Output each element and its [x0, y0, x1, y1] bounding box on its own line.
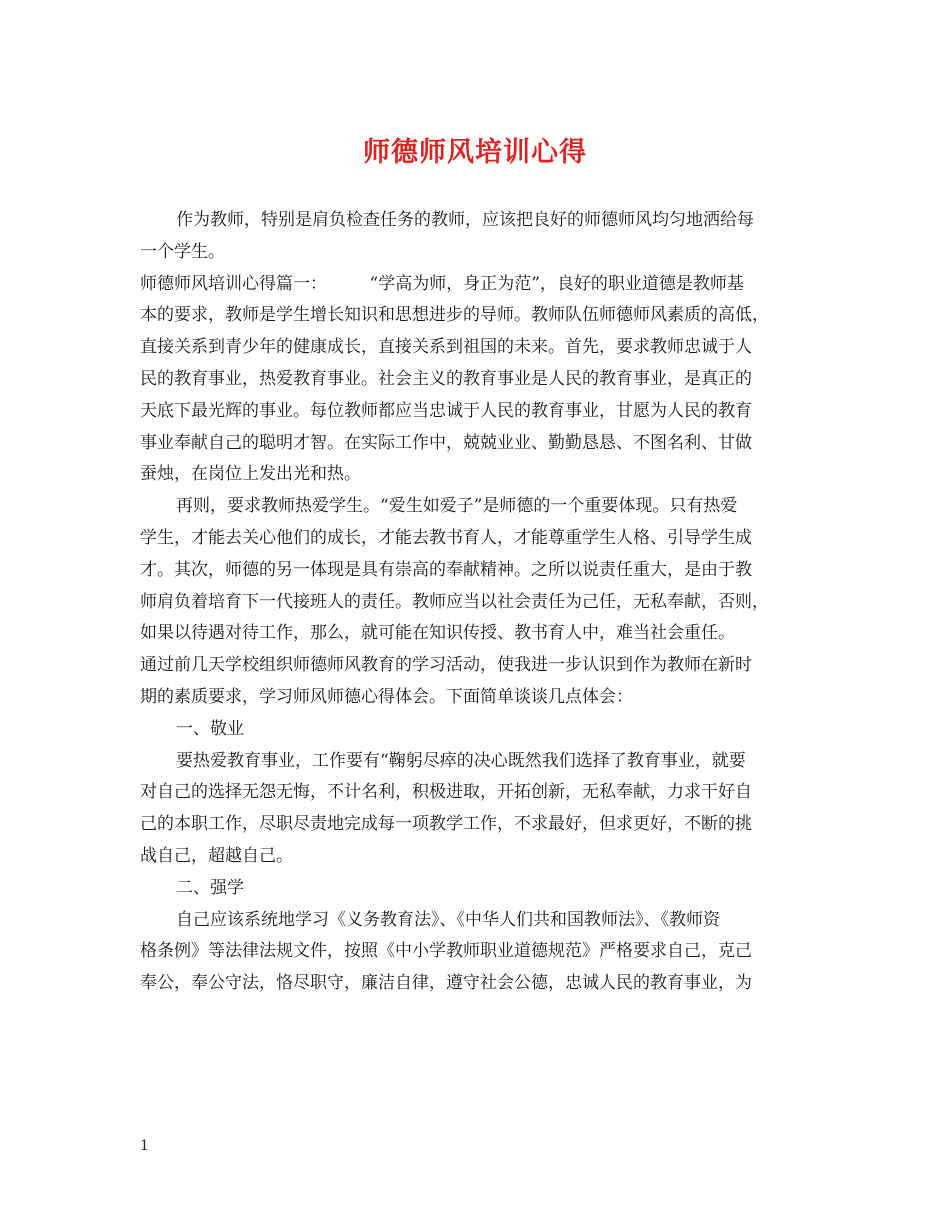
text-line: 再则，要求教师热爱学生。“爱生如爱子”是师德的一个重要体现。只有热爱 [176, 496, 738, 517]
text-line: 如果以待遇对待工作，那么，就可能在知识传授、教书育人中，难当社会重任。 [140, 623, 735, 644]
text-line: 期的素质要求，学习师风师德心得体会。下面简单谈谈几点体会： [140, 686, 633, 707]
page-number: 1 [140, 1138, 149, 1154]
document-title: 师德师风培训心得 [363, 137, 587, 168]
text-line: 师德师风培训心得篇一： “学高为师，身正为范”，良好的职业道德是教师基 [140, 273, 744, 294]
text-line: 奉公，奉公守法，恪尽职守，廉洁自律，遵守社会公德，忠诚人民的教育事业，为 [140, 973, 752, 994]
text-line: 才。其次，师德的另一体现是具有崇高的奉献精神。之所以说责任重大，是由于教 [140, 559, 752, 580]
text-line: 战自己，超越自己。 [140, 845, 293, 866]
text-line: 本的要求，教师是学生增长知识和思想进步的导师。教师队伍师德师风素质的高低， [140, 305, 769, 326]
text-line: 民的教育事业，热爱教育事业。社会主义的教育事业是人民的教育事业，是真正的 [140, 368, 752, 389]
text-line: 作为教师，特别是肩负检查任务的教师，应该把良好的师德师风均匀地洒给每 [176, 210, 754, 230]
text-line: 自己应该系统地学习《义务教育法》、《中华人们共和国教师法》、《教师资 [176, 909, 720, 930]
text-line: 一、敬业 [176, 718, 244, 739]
text-line: 对自己的选择无怨无悔，不计名利，积极进取，开拓创新，无私奉献，力求干好自 [140, 782, 752, 803]
text-line: 蚕烛，在岗位上发出光和热。 [140, 464, 361, 485]
text-line: 师肩负着培育下一代接班人的责任。教师应当以社会责任为己任，无私奉献，否则， [140, 591, 769, 612]
document-body [140, 205, 812, 1000]
text-line: 直接关系到青少年的健康成长，直接关系到祖国的未来。首先，要求教师忠诚于人 [140, 337, 752, 358]
text-line: 一个学生。 [140, 241, 225, 262]
text-line: 己的本职工作，尽职尽责地完成每一项教学工作，不求最好，但求更好，不断的挑 [140, 814, 752, 835]
text-line: 通过前几天学校组织师德师风教育的学习活动，使我进一步认识到作为教师在新时 [140, 655, 752, 676]
text-line: 要热爱教育事业，工作要有“鞠躬尽瘁的决心既然我们选择了教育事业，就要 [176, 750, 746, 771]
text-line: 天底下最光辉的事业。每位教师都应当忠诚于人民的教育事业，甘愿为人民的教育 [140, 400, 752, 421]
text-line: 学生，才能去关心他们的成长，才能去教书育人，才能尊重学生人格、引导学生成 [140, 527, 752, 548]
text-line: 格条例》等法律法规文件，按照《中小学教师职业道德规范》严格要求自己，克己 [140, 941, 752, 962]
text-line: 二、强学 [176, 877, 244, 898]
text-line: 事业奉献自己的聪明才智。在实际工作中，兢兢业业、勤勤恳恳、不图名利、甘做 [140, 432, 752, 453]
